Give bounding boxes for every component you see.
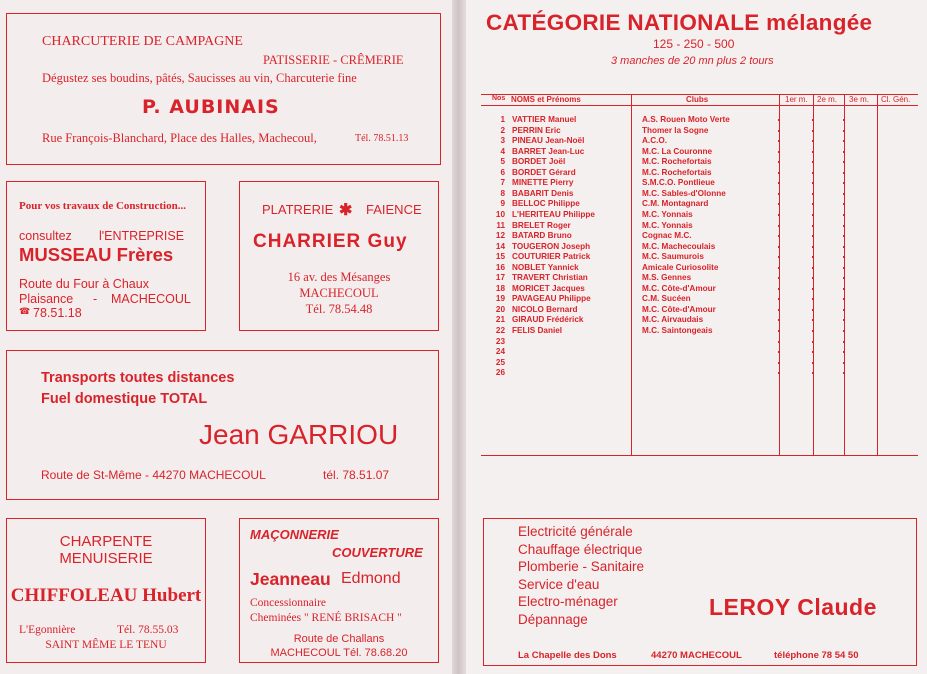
column-tick bbox=[812, 298, 814, 300]
column-tick bbox=[843, 182, 845, 184]
column-tick bbox=[778, 119, 780, 121]
rider-club: M.C. Machecoulais bbox=[642, 241, 716, 251]
rider-name: GIRAUD Frédérick bbox=[512, 315, 584, 325]
column-tick bbox=[778, 246, 780, 248]
column-tick bbox=[812, 372, 814, 374]
rider-club: M.C. Côte-d'Amour bbox=[642, 304, 716, 314]
rider-name: PAVAGEAU Philippe bbox=[512, 294, 591, 304]
rider-club: M.C. Rochefortais bbox=[642, 167, 712, 177]
ad-line: Plomberie - Sanitaire bbox=[518, 559, 645, 575]
column-tick bbox=[812, 203, 814, 205]
address: Route du Four à Chaux bbox=[19, 277, 149, 291]
ad-musseau bbox=[6, 181, 206, 331]
row-number: 25 bbox=[495, 357, 505, 367]
column-tick bbox=[778, 235, 780, 237]
column-tick bbox=[778, 140, 780, 142]
phone: Tél. 78.51.13 bbox=[355, 133, 409, 144]
column-tick bbox=[778, 130, 780, 132]
rider-name: L'HERITEAU Philippe bbox=[512, 209, 595, 219]
ad-line: Dépannage bbox=[518, 611, 588, 627]
column-tick bbox=[812, 235, 814, 237]
address: Route de St-Même - 44270 MACHECOUL bbox=[41, 468, 266, 482]
column-tick bbox=[843, 309, 845, 311]
row-number: 14 bbox=[495, 241, 505, 251]
row-number: 11 bbox=[496, 220, 505, 230]
ad-line: MENUISERIE bbox=[59, 550, 153, 567]
rider-name: VATTIER Manuel bbox=[512, 115, 577, 124]
column-tick bbox=[778, 362, 780, 364]
rider-name: BORDET Joël bbox=[512, 157, 566, 167]
address: La Chapelle des Dons bbox=[518, 650, 617, 661]
column-tick bbox=[843, 203, 845, 205]
rider-name: PINEAU Jean-Noël bbox=[512, 136, 585, 146]
ad-charrier bbox=[239, 181, 439, 331]
row-number: 5 bbox=[500, 157, 505, 167]
column-tick bbox=[812, 267, 814, 269]
column-tick bbox=[843, 151, 845, 153]
column-tick bbox=[843, 161, 845, 163]
column-tick bbox=[812, 214, 814, 216]
col-header-m2: 2e m. bbox=[817, 95, 838, 104]
column-tick bbox=[812, 256, 814, 258]
rider-club: M.C. Côte-d'Amour bbox=[642, 283, 716, 293]
column-tick bbox=[843, 130, 845, 132]
column-tick bbox=[843, 214, 845, 216]
row-number: 21 bbox=[495, 315, 505, 325]
rider-club: M.C. Sables-d'Olonne bbox=[642, 188, 726, 198]
address: MACHECOUL bbox=[299, 286, 379, 300]
row-number: 2 bbox=[500, 125, 505, 135]
column-tick bbox=[843, 330, 845, 332]
row-number: 7 bbox=[500, 178, 505, 188]
business-name: Edmond bbox=[341, 570, 401, 587]
rider-club: M.C. Saintongeais bbox=[642, 326, 713, 335]
row-number: 24 bbox=[495, 347, 505, 357]
column-tick bbox=[843, 341, 845, 343]
col-header-names: NOMS et Prénoms bbox=[511, 95, 581, 104]
column-tick bbox=[843, 372, 845, 374]
phone-icon: ☎ bbox=[19, 306, 31, 316]
ad-services bbox=[518, 523, 718, 629]
rider-club: M.C. Yonnais bbox=[642, 220, 693, 230]
column-tick bbox=[812, 140, 814, 142]
col-header-cl: Cl. Gén. bbox=[881, 95, 911, 104]
column-tick bbox=[778, 193, 780, 195]
ad-line: Cheminées " RENÉ BRISACH " bbox=[250, 612, 402, 624]
rider-club: C.M. Montagnard bbox=[642, 199, 709, 209]
column-tick bbox=[843, 362, 845, 364]
phone: téléphone 78 54 50 bbox=[774, 650, 859, 661]
row-number: 18 bbox=[495, 283, 505, 293]
rider-club: M.C. La Couronne bbox=[642, 146, 713, 156]
column-tick bbox=[843, 140, 845, 142]
business-name: CHIFFOLEAU Hubert bbox=[10, 585, 202, 606]
rider-club: A.S. Rouen Moto Verte bbox=[642, 115, 730, 124]
row-number: 16 bbox=[495, 262, 505, 272]
address: SAINT MÊME LE TENU bbox=[45, 639, 167, 651]
column-tick bbox=[778, 161, 780, 163]
row-number: 12 bbox=[495, 231, 505, 241]
column-tick bbox=[812, 246, 814, 248]
row-number: 8 bbox=[500, 188, 505, 198]
rider-name: FELIS Daniel bbox=[512, 326, 563, 335]
rider-club: Amicale Curiosolite bbox=[642, 262, 719, 272]
ad-leroy bbox=[483, 518, 917, 666]
rider-name: BABARIT Denis bbox=[512, 188, 574, 198]
phone: tél. 78.51.07 bbox=[323, 468, 390, 482]
row-number: 26 bbox=[495, 368, 505, 378]
business-name: LEROY Claude bbox=[709, 594, 877, 620]
column-tick bbox=[843, 246, 845, 248]
column-tick bbox=[843, 298, 845, 300]
address: - bbox=[93, 292, 98, 306]
rider-name: MINETTE Pierry bbox=[512, 178, 574, 188]
ad-line: Pour vos travaux de Construction... bbox=[19, 200, 186, 212]
column-tick bbox=[843, 235, 845, 237]
column-tick bbox=[812, 330, 814, 332]
column-tick bbox=[778, 214, 780, 216]
column-tick bbox=[843, 288, 845, 290]
column-tick bbox=[843, 277, 845, 279]
col-header-clubs: Clubs bbox=[686, 95, 709, 104]
column-tick bbox=[778, 372, 780, 374]
ad-line: COUVERTURE bbox=[332, 545, 423, 560]
column-tick bbox=[778, 319, 780, 321]
star-icon: ✱ bbox=[339, 202, 353, 219]
column-tick bbox=[778, 309, 780, 311]
column-tick bbox=[812, 351, 814, 353]
ad-line: Concessionnaire bbox=[250, 597, 327, 609]
ad-line: CHARCUTERIE DE CAMPAGNE bbox=[42, 34, 243, 49]
rider-name: TRAVERT Christian bbox=[512, 273, 588, 283]
rider-club: M.C. Saumurois bbox=[642, 252, 704, 262]
row-number: 10 bbox=[495, 209, 505, 219]
ad-garriou bbox=[6, 350, 439, 500]
column-tick bbox=[778, 225, 780, 227]
column-tick bbox=[778, 151, 780, 153]
col-header-m3: 3e m. bbox=[849, 95, 870, 104]
rider-name: MORICET Jacques bbox=[512, 283, 585, 293]
row-number: 3 bbox=[500, 136, 505, 146]
ad-line: PATISSERIE - CRÊMERIE bbox=[263, 53, 404, 67]
business-name: CHARRIER Guy bbox=[253, 231, 408, 252]
column-tick bbox=[843, 193, 845, 195]
column-tick bbox=[812, 151, 814, 153]
row-number: 4 bbox=[500, 146, 505, 156]
rider-club: Cognac M.C. bbox=[642, 231, 692, 241]
address: L'Egonnière bbox=[19, 624, 76, 636]
address: 16 av. des Mésanges bbox=[287, 270, 391, 284]
column-tick bbox=[778, 341, 780, 343]
address: 44270 MACHECOUL bbox=[651, 650, 742, 661]
rider-name: BORDET Gérard bbox=[512, 167, 576, 177]
rider-name: PERRIN Eric bbox=[512, 125, 561, 135]
column-tick bbox=[812, 319, 814, 321]
column-tick bbox=[778, 288, 780, 290]
column-tick bbox=[843, 256, 845, 258]
row-number: 22 bbox=[495, 326, 505, 335]
column-tick bbox=[812, 172, 814, 174]
column-tick bbox=[812, 288, 814, 290]
column-tick bbox=[843, 172, 845, 174]
row-number: 9 bbox=[500, 199, 505, 209]
row-number: 6 bbox=[500, 167, 505, 177]
column-tick bbox=[812, 182, 814, 184]
phone: Tél. 78.55.03 bbox=[117, 624, 179, 636]
row-number: 1 bbox=[500, 115, 505, 124]
column-tick bbox=[778, 277, 780, 279]
business-name: MUSSEAU Frères bbox=[19, 244, 174, 265]
column-tick bbox=[778, 330, 780, 332]
rider-club: M.C. Rochefortais bbox=[642, 157, 712, 167]
rider-name: BATARD Bruno bbox=[512, 231, 572, 241]
ad-chiffoleau bbox=[6, 518, 206, 663]
column-tick bbox=[778, 267, 780, 269]
rider-club: M.C. Airvaudais bbox=[642, 315, 704, 325]
column-tick bbox=[812, 193, 814, 195]
page-title: CATÉGORIE NATIONALE mélangée bbox=[486, 10, 873, 35]
rider-club: Thomer la Sogne bbox=[642, 125, 709, 135]
rider-name: BELLOC Philippe bbox=[512, 199, 580, 209]
column-tick bbox=[843, 267, 845, 269]
phone: Tél. 78.54.48 bbox=[305, 302, 373, 316]
ad-line: CHARPENTE bbox=[59, 533, 153, 550]
column-tick bbox=[812, 362, 814, 364]
ad-line: MAÇONNERIE bbox=[250, 527, 339, 542]
rider-name: NOBLET Yannick bbox=[512, 262, 579, 272]
column-tick bbox=[843, 351, 845, 353]
column-tick bbox=[778, 172, 780, 174]
address: Rue François-Blanchard, Place des Halles, Machecoul, bbox=[42, 131, 317, 145]
address: Route de Challans bbox=[293, 633, 385, 645]
results-table bbox=[481, 94, 918, 456]
address: Plaisance bbox=[19, 292, 74, 306]
col-header-m1: 1er m. bbox=[785, 95, 808, 104]
rider-name: BRELET Roger bbox=[512, 220, 571, 230]
column-tick bbox=[812, 309, 814, 311]
column-tick bbox=[812, 130, 814, 132]
column-tick bbox=[812, 341, 814, 343]
rider-club: C.M. Sucéen bbox=[642, 294, 691, 304]
business-name: Jeanneau bbox=[250, 569, 331, 589]
ad-line: l'ENTREPRISE bbox=[99, 229, 185, 243]
ad-line: Fuel domestique TOTAL bbox=[41, 391, 208, 407]
column-tick bbox=[812, 277, 814, 279]
column-tick bbox=[812, 161, 814, 163]
address: MACHECOUL Tél. 78.68.20 bbox=[270, 647, 408, 659]
rider-name: COUTURIER Patrick bbox=[512, 252, 591, 262]
row-number: 15 bbox=[495, 252, 505, 262]
ad-line: Transports toutes distances bbox=[41, 370, 235, 386]
ad-line: PLATRERIE bbox=[262, 202, 334, 217]
ad-line: Dégustez ses boudins, pâtés, Saucisses au vin, Charcuterie fine bbox=[42, 71, 357, 85]
rider-name: BARRET Jean-Luc bbox=[512, 146, 585, 156]
rider-club: A.C.O. bbox=[642, 136, 668, 146]
rider-club: S.M.C.O. Pontlieue bbox=[642, 178, 715, 188]
row-number: 20 bbox=[495, 304, 505, 314]
column-tick bbox=[778, 203, 780, 205]
page-subtitle: 3 manches de 20 mn plus 2 tours bbox=[611, 55, 774, 67]
column-tick bbox=[812, 225, 814, 227]
rider-name: TOUGERON Joseph bbox=[512, 241, 591, 251]
column-tick bbox=[843, 119, 845, 121]
ad-jeanneau bbox=[239, 518, 439, 663]
col-header-num: Nos bbox=[492, 95, 506, 102]
column-tick bbox=[812, 119, 814, 121]
ad-line: Service d'eau bbox=[518, 576, 600, 592]
ad-aubinais bbox=[6, 13, 441, 165]
column-tick bbox=[778, 256, 780, 258]
business-name: P. AUBINAIS bbox=[142, 96, 280, 118]
column-tick bbox=[843, 225, 845, 227]
ad-line: Chauffage électrique bbox=[518, 541, 643, 557]
column-tick bbox=[778, 298, 780, 300]
rider-club: M.S. Gennes bbox=[642, 273, 692, 283]
ad-line: consultez bbox=[19, 229, 72, 243]
phone: 78.51.18 bbox=[33, 306, 82, 320]
rider-club: M.C. Yonnais bbox=[642, 209, 693, 219]
row-number: 17 bbox=[495, 273, 505, 283]
column-tick bbox=[843, 319, 845, 321]
business-name: Jean GARRIOU bbox=[199, 419, 399, 450]
column-tick bbox=[778, 182, 780, 184]
row-number: 19 bbox=[495, 294, 505, 304]
address: MACHECOUL bbox=[111, 292, 191, 306]
page-gutter bbox=[452, 0, 466, 674]
ad-line: Electro-ménager bbox=[518, 594, 618, 610]
ad-line: Electricité générale bbox=[518, 524, 633, 539]
page-subtitle: 125 - 250 - 500 bbox=[653, 37, 735, 51]
ad-line: FAIENCE bbox=[366, 202, 422, 217]
column-tick bbox=[778, 351, 780, 353]
row-number: 23 bbox=[495, 336, 505, 346]
rider-name: NICOLO Bernard bbox=[512, 304, 578, 314]
